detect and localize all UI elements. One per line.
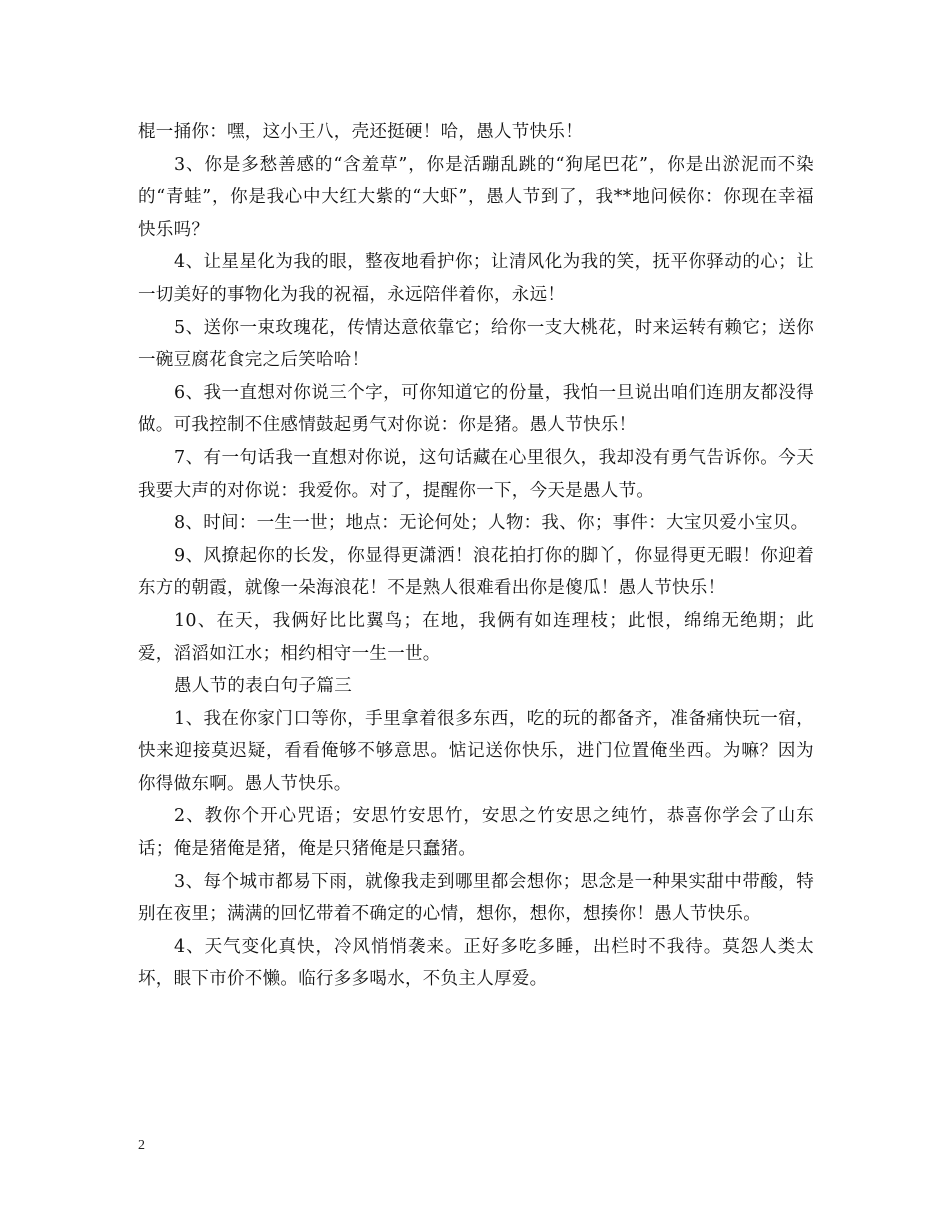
paragraph: 3、你是多愁善感的“含羞草”，你是活蹦乱跳的“狗尾巴花”，你是出淤泥而不染的“青蛙”，你是我心中大红大紫的“大虾”，愚人节到了，我**地问候你：你现在幸福快乐吗？	[138, 154, 814, 240]
paragraph: 6、我一直想对你说三个字，可你知道它的份量，我怕一旦说出咱们连朋友都没得做。可我控制不住感情鼓起勇气对你说：你是猪。愚人节快乐！	[138, 382, 814, 436]
paragraph: 10、在天，我俩好比比翼鸟；在地，我俩有如连理枝；此恨，绵绵无绝期；此爱，滔滔如江水；相约相守一生一世。	[138, 610, 814, 664]
paragraph: 4、让星星化为我的眼，整夜地看护你；让清风化为我的笑，抚平你驿动的心；让一切美好的事物化为我的祝福，永远陪伴着你，永远！	[138, 252, 814, 305]
paragraph: 8、时间：一生一世；地点：无论何处；人物：我、你；事件：大宝贝爱小宝贝。	[174, 513, 809, 534]
paragraph: 9、风撩起你的长发，你显得更潇洒！浪花拍打你的脚丫，你显得更无暇！你迎着东方的朝霞，就像一朵海浪花！不是熟人很难看出你是傻瓜！愚人节快乐！	[138, 545, 814, 599]
paragraph: 棍一捅你：嘿，这小王八，壳还挺硬！哈，愚人节快乐！	[138, 122, 583, 142]
paragraph: 5、送你一束玫瑰花，传情达意依靠它；给你一支大桃花，时来运转有赖它；送你一碗豆腐花食完之后笑哈哈！	[138, 317, 814, 371]
section-heading: 愚人节的表白句子篇三	[174, 676, 352, 697]
paragraph: 2、教你个开心咒语；安思竹安思竹，安思之竹安思之纯竹，恭喜你学会了山东话；俺是猪俺是猪，俺是只猪俺是只蠢猪。	[138, 806, 814, 860]
paragraph: 1、我在你家门口等你，手里拿着很多东西，吃的玩的都备齐，准备痛快玩一宿，快来迎接莫迟疑，看看俺够不够意思。惦记送你快乐，进门位置俺坐西。为嘛？因为你得做东啊。愚人节快乐。	[138, 708, 814, 794]
paragraph: 4、天气变化真快，冷风悄悄袭来。正好多吃多睡，出栏时不我待。莫怨人类太坏，眼下市价不懒。临行多多喝水，不负主人厚爱。	[138, 936, 814, 990]
body-text	[138, 116, 814, 996]
paragraph: 7、有一句话我一直想对你说，这句话藏在心里很久，我却没有勇气告诉你。今天我要大声的对你说：我爱你。对了，提醒你一下，今天是愚人节。	[138, 447, 814, 501]
page-number: 2	[138, 1138, 145, 1153]
paragraph: 3、每个城市都易下雨，就像我走到哪里都会想你；思念是一种果实甜中带酸，特别在夜里；满满的回忆带着不确定的心情，想你，想你，想揍你！愚人节快乐。	[138, 871, 814, 925]
